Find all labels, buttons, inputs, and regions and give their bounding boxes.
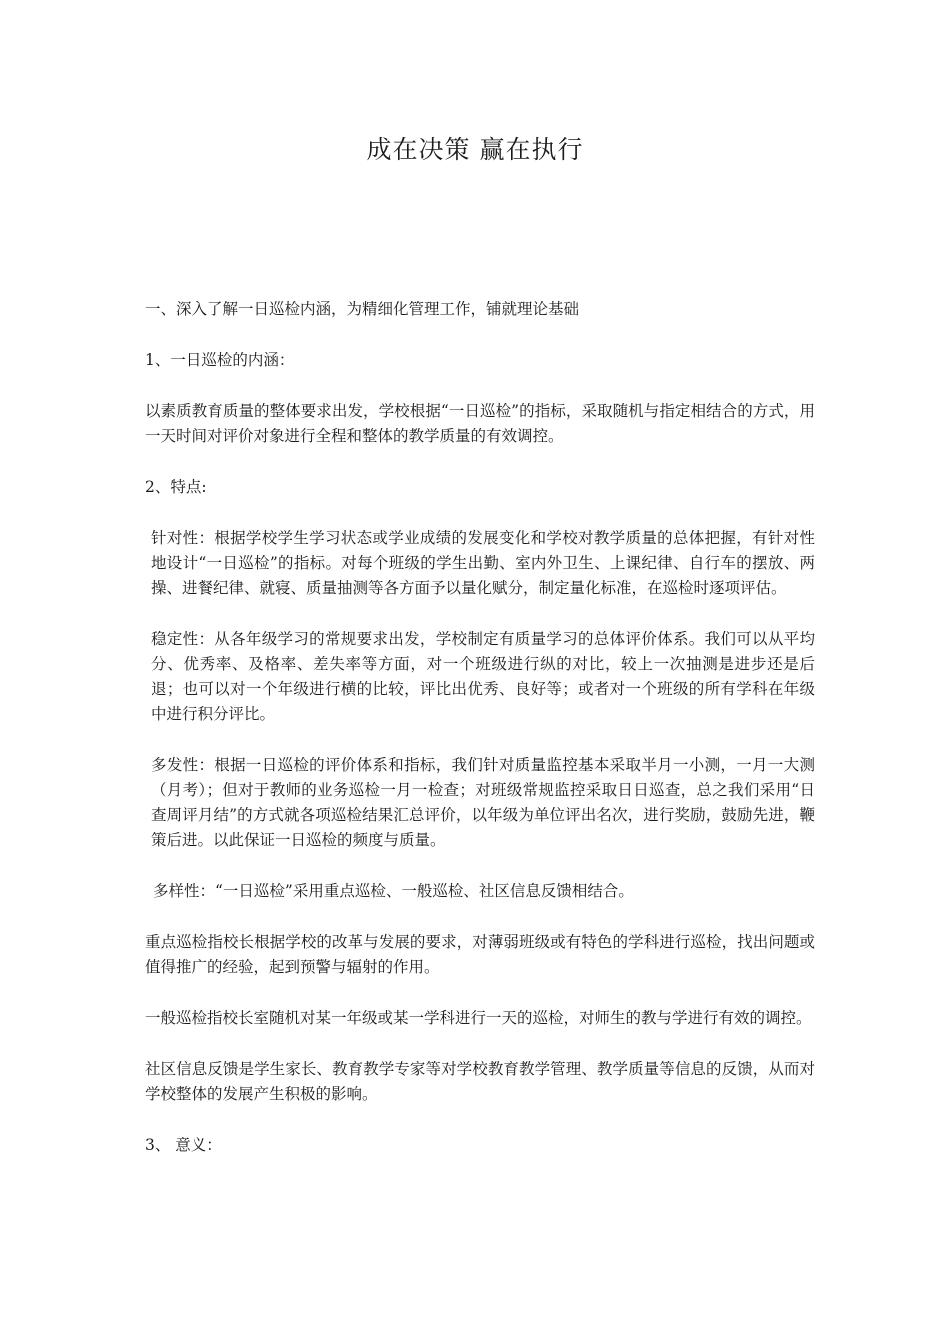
- paragraph-diversity: 多样性：“一日巡检”采用重点巡检、一般巡检、社区信息反馈相结合。: [153, 882, 634, 900]
- paragraph-community-feedback: 社区信息反馈是学生家长、教育教学专家等对学校教育教学管理、教学质量等信息的反馈，从而对学校整体的发展产生积极的影响。: [145, 1060, 815, 1103]
- subsection-heading-significance: 3、 意义：: [145, 1136, 222, 1154]
- subsection-heading-meaning: 1、一日巡检的内涵：: [145, 351, 295, 369]
- document-title: 成在决策 赢在执行: [366, 135, 584, 164]
- section-heading-1: 一、深入了解一日巡检内涵，为精细化管理工作，铺就理论基础: [145, 300, 580, 318]
- paragraph-general-inspection: 一般巡检指校长室随机对某一年级或某一学科进行一天的巡检，对师生的教与学进行有效的调控。: [145, 1009, 812, 1027]
- paragraph-targeted: 针对性：根据学校学生学习状态或学业成绩的发展变化和学校对教学质量的总体把握，有针对性地设计“一日巡检”的指标。对每个班级的学生出勤、室内外卫生、上课纪律、自行车的摆放、两操、进餐纪律、就寝、质量抽测等各方面予以量化赋分，制定量化标准，在巡检时逐项评估。: [151, 529, 815, 597]
- subsection-heading-features: 2、特点:: [145, 478, 207, 496]
- document-body: [145, 297, 815, 1184]
- paragraph-frequency: 多发性：根据一日巡检的评价体系和指标，我们针对质量监控基本采取半月一小测，一月一大测（月考）；但对于教师的业务巡检一月一检查；对班级常规监控采取日日巡查，总之我们采用“日查周评月结”的方式就各项巡检结果汇总评价，以年级为单位评出名次，进行奖励，鼓励先进，鞭策后进。以此保证一日巡检的频度与质量。: [151, 756, 815, 849]
- paragraph-definition: 以素质教育质量的整体要求出发，学校根据“一日巡检”的指标，采取随机与指定相结合的方式，用一天时间对评价对象进行全程和整体的教学质量的有效调控。: [145, 402, 815, 445]
- paragraph-stability: 稳定性：从各年级学习的常规要求出发，学校制定有质量学习的总体评价体系。我们可以从平均分、优秀率、及格率、差失率等方面，对一个班级进行纵的对比，较上一次抽测是进步还是后退；也可以对一个年级进行横的比较，评比出优秀、良好等；或者对一个班级的所有学科在年级中进行积分评比。: [151, 630, 815, 723]
- paragraph-key-inspection: 重点巡检指校长根据学校的改革与发展的要求，对薄弱班级或有特色的学科进行巡检，找出问题或值得推广的经验，起到预警与辐射的作用。: [145, 933, 815, 976]
